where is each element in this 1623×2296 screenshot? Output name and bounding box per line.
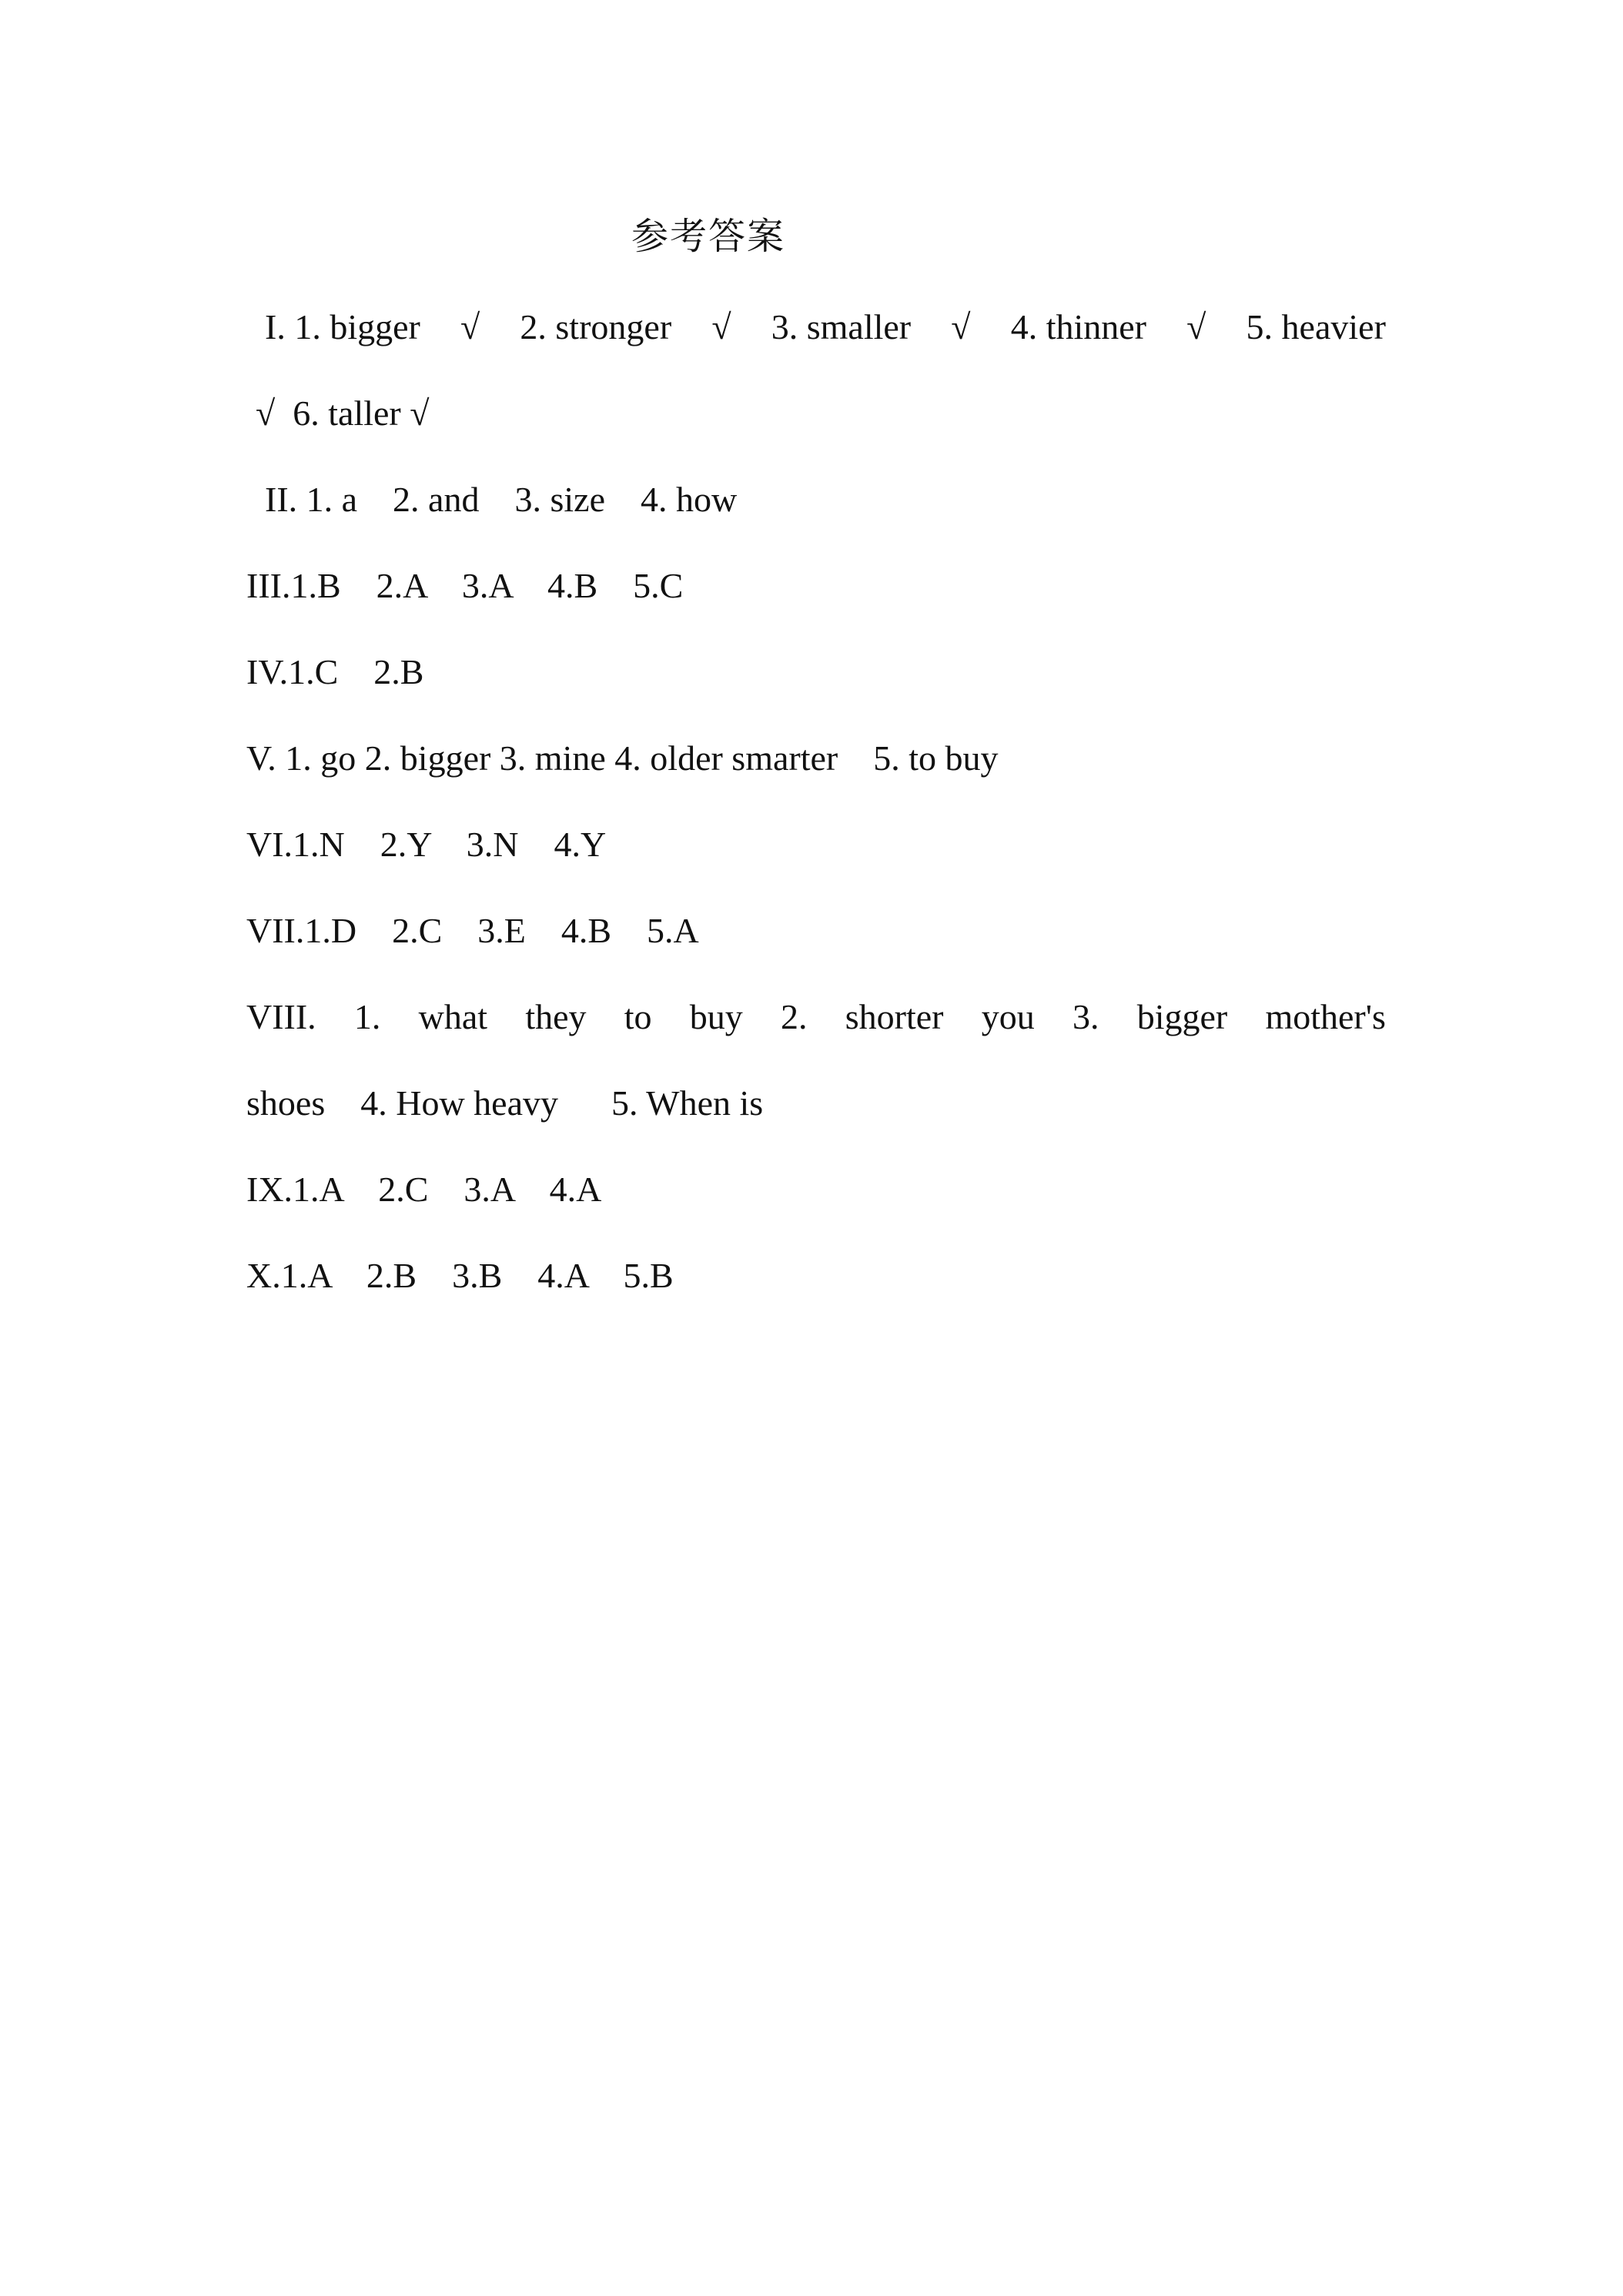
- section-1-line-1: [265, 307, 1386, 346]
- section-6: VI.1.N 2.Y 3.N 4.Y: [246, 825, 607, 864]
- section-5: V. 1. go 2. bigger 3. mine 4. older smarter 5. to buy: [246, 738, 999, 778]
- s1-item-2: 2. stronger: [520, 307, 672, 346]
- section-4: IV.1.C 2.B: [246, 652, 424, 691]
- page-title: 参考答案: [631, 216, 786, 257]
- section-1-line-2: √ 6. taller √: [256, 393, 430, 433]
- s8-word-5: to: [624, 997, 652, 1036]
- section-10: X.1.A 2.B 3.B 4.A 5.B: [246, 1256, 674, 1295]
- s1-item-5: 5. heavier: [1246, 307, 1386, 346]
- s1-item-3: 3. smaller: [771, 307, 912, 346]
- s8-word-4: they: [525, 997, 587, 1036]
- s8-word-11: bigger: [1136, 997, 1228, 1036]
- s8-word-8: shorter: [845, 997, 944, 1036]
- section-7: VII.1.D 2.C 3.E 4.B 5.A: [246, 911, 699, 950]
- section-2: II. 1. a 2. and 3. size 4. how: [265, 480, 738, 519]
- s1-item-4: 4. thinner: [1010, 307, 1146, 346]
- s8-word-12: mother's: [1265, 997, 1386, 1036]
- s8-word-6: buy: [689, 997, 743, 1036]
- s8-word-1: VIII.: [246, 997, 316, 1036]
- s1-check-2: √: [711, 307, 731, 346]
- section-3: III.1.B 2.A 3.A 4.B 5.C: [246, 566, 684, 605]
- section-8-line-2: shoes 4. How heavy 5. When is: [246, 1083, 764, 1123]
- s8-word-9: you: [981, 997, 1035, 1036]
- s8-word-10: 3.: [1072, 997, 1099, 1036]
- section-9: IX.1.A 2.C 3.A 4.A: [246, 1170, 602, 1209]
- s8-word-3: what: [418, 997, 488, 1036]
- s1-item-1: I. 1. bigger: [265, 307, 420, 346]
- s1-check-1: √: [460, 307, 480, 346]
- s8-word-7: 2.: [781, 997, 808, 1036]
- s1-check-3: √: [951, 307, 971, 346]
- section-8-line-1: [246, 999, 1386, 1035]
- s8-word-2: 1.: [353, 997, 381, 1036]
- s1-check-4: √: [1186, 307, 1206, 346]
